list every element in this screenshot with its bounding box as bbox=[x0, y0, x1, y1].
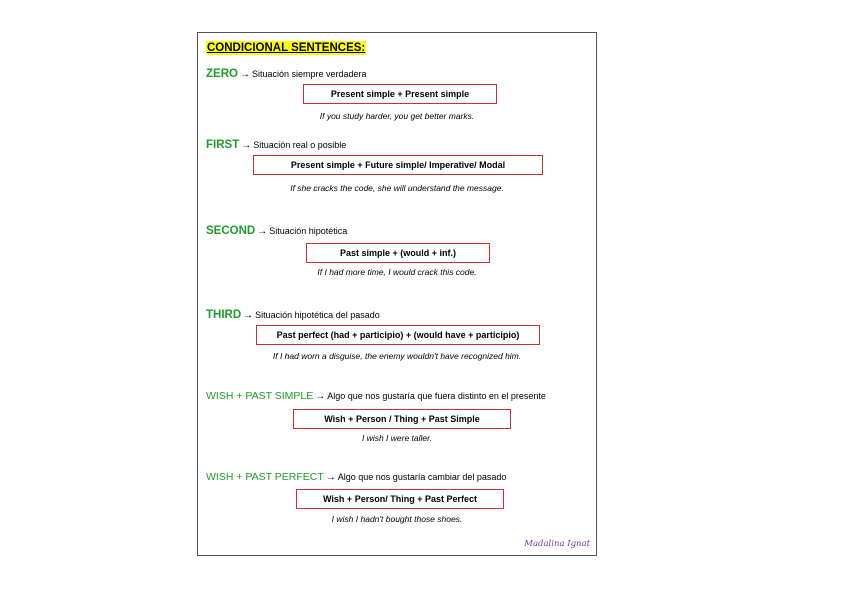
example-first: If she cracks the code, she will understand the message. bbox=[290, 183, 504, 193]
section-keyword: SECOND bbox=[206, 225, 256, 237]
section-keyword: FIRST bbox=[206, 139, 240, 151]
section-heading-third bbox=[206, 309, 380, 322]
section-description: Situación hipotética bbox=[269, 226, 348, 236]
formula-box-wish-past-simple: Wish + Person / Thing + Past Simple bbox=[293, 409, 511, 429]
arrow-icon: → bbox=[243, 310, 254, 321]
section-description: Situación hipotética del pasado bbox=[255, 310, 380, 320]
example-third: If I had worn a disguise, the enemy wouldn't have recognized him. bbox=[272, 351, 522, 361]
page-title: CONDICIONAL SENTENCES: bbox=[207, 42, 366, 54]
document-page bbox=[197, 32, 597, 556]
section-heading-second bbox=[206, 225, 347, 238]
section-heading-wish-past-perfect bbox=[206, 471, 506, 484]
section-heading-zero bbox=[206, 68, 367, 81]
section-keyword: ZERO bbox=[206, 68, 238, 80]
section-keyword: WISH + PAST SIMPLE bbox=[206, 390, 314, 402]
section-keyword: THIRD bbox=[206, 309, 242, 321]
arrow-icon: → bbox=[241, 140, 252, 151]
section-description: Algo que nos gustaría que fuera distinto en el presente bbox=[327, 391, 546, 401]
formula-box-third: Past perfect (had + participio) + (would have + participio) bbox=[256, 325, 540, 345]
section-description: Algo que nos gustaría cambiar del pasado bbox=[337, 472, 507, 482]
author-signature: Madalina Ignat bbox=[524, 539, 590, 549]
example-second: If I had more time, I would crack this code. bbox=[317, 267, 477, 277]
arrow-icon: → bbox=[239, 69, 250, 80]
formula-box-second: Past simple + (would + inf.) bbox=[306, 243, 490, 263]
example-wish-past-simple: I wish I were taller. bbox=[361, 433, 433, 443]
section-keyword: WISH + PAST PERFECT bbox=[206, 471, 324, 483]
section-description: Situación real o posible bbox=[253, 140, 347, 150]
formula-box-zero: Present simple + Present simple bbox=[303, 84, 497, 104]
section-heading-first bbox=[206, 139, 346, 152]
example-wish-past-perfect: I wish I hadn't bought those shoes. bbox=[331, 514, 463, 524]
example-zero: If you study harder, you get better marks. bbox=[319, 111, 475, 121]
section-heading-wish-past-simple bbox=[206, 390, 546, 403]
formula-box-first: Present simple + Future simple/ Imperative/ Modal bbox=[253, 155, 543, 175]
section-description: Situación siempre verdadera bbox=[251, 69, 367, 79]
arrow-icon: → bbox=[315, 391, 326, 402]
arrow-icon: → bbox=[325, 472, 336, 483]
formula-box-wish-past-perfect: Wish + Person/ Thing + Past Perfect bbox=[296, 489, 504, 509]
arrow-icon: → bbox=[257, 226, 268, 237]
